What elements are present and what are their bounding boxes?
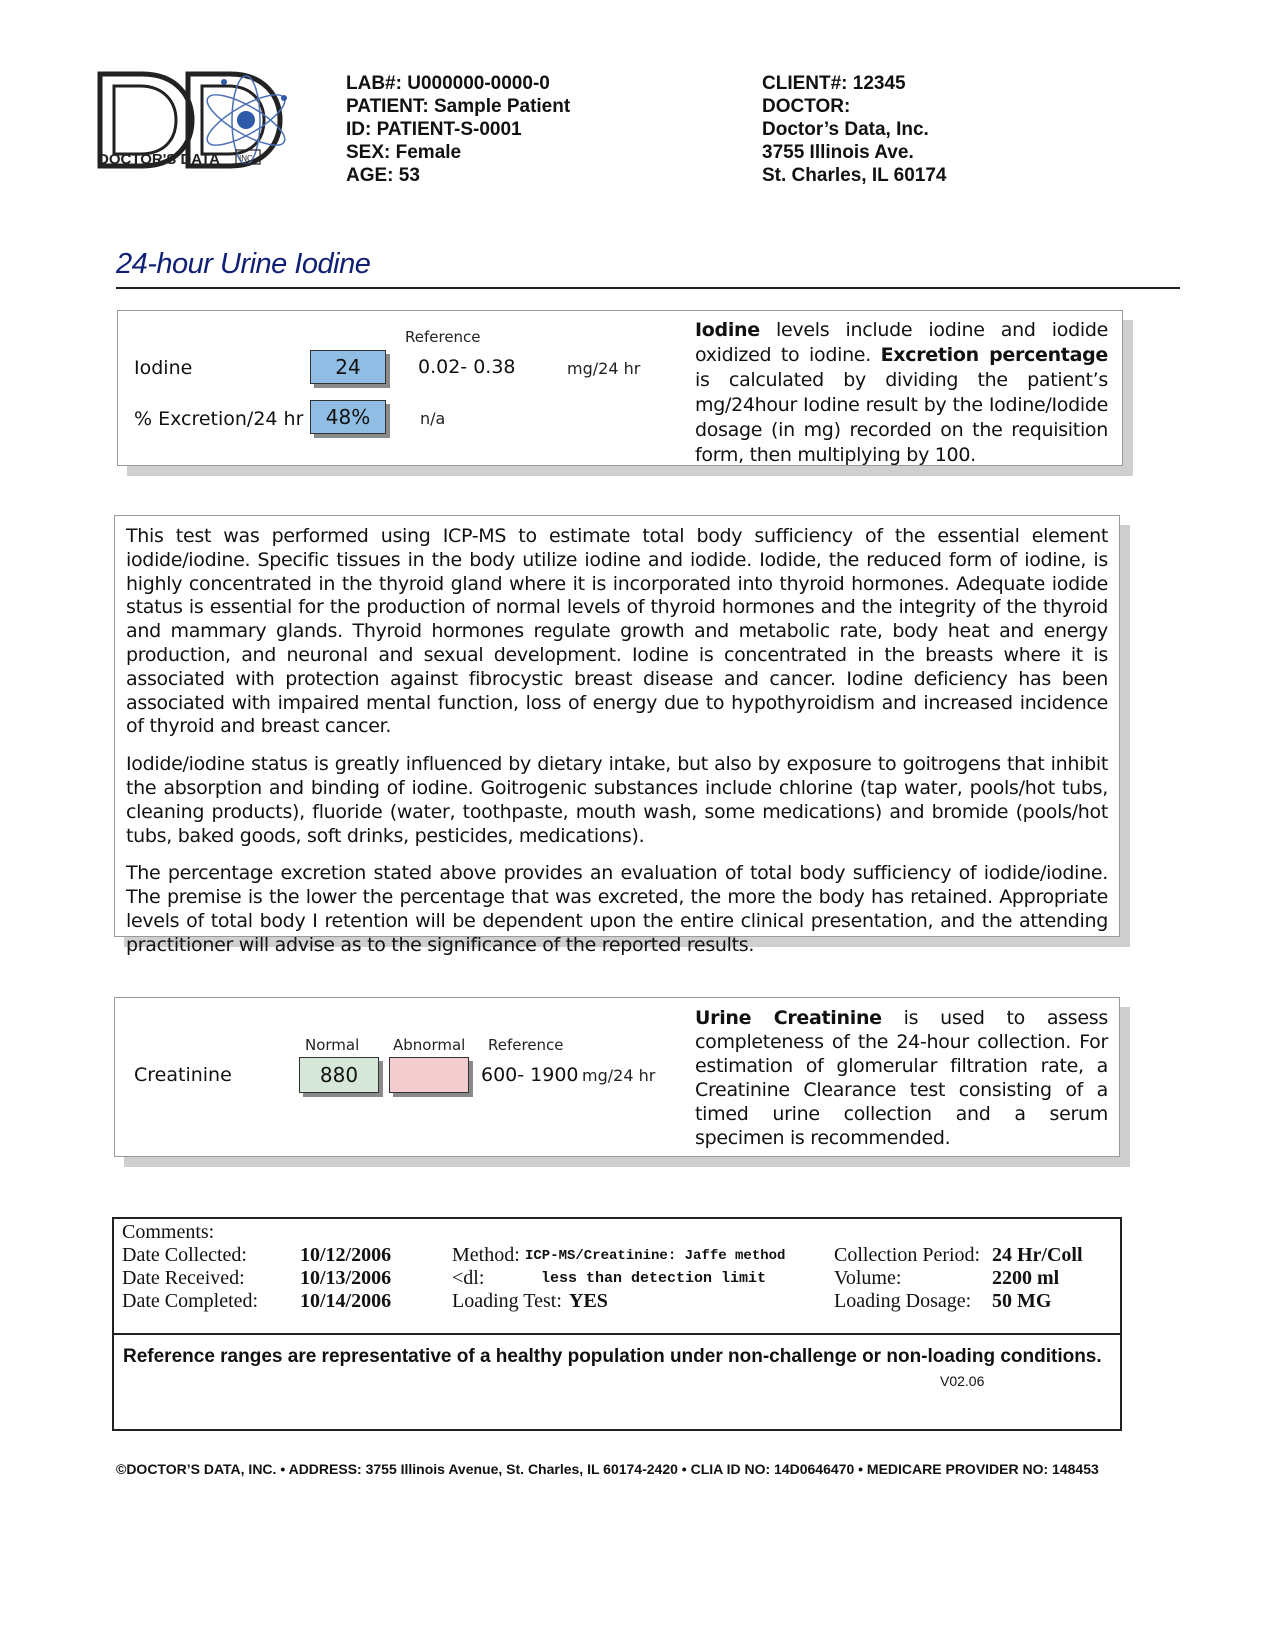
patient-sex: SEX: Female [346,142,462,163]
creatinine-desc-term: Urine Creatinine [695,1007,882,1029]
patient-id: ID: PATIENT-S-0001 [346,119,522,140]
iodine-reference-header: Reference [405,328,481,346]
iodine-description [695,318,1108,468]
collection-period-label: Collection Period: [834,1244,981,1266]
excretion-value-box: 48% [310,400,386,434]
date-collected-label: Date Collected: [122,1244,247,1266]
date-received-label: Date Received: [122,1267,245,1289]
detection-limit-label: <dl: [452,1267,485,1289]
doctor-label: DOCTOR: [762,96,851,117]
comments-divider [114,1333,1120,1335]
report-title: 24-hour Urine Iodine [116,248,371,280]
method-value: ICP-MS/Creatinine: Jaffe method [525,1248,786,1264]
date-collected-value: 10/12/2006 [300,1244,392,1266]
iodine-value-box: 24 [310,350,386,384]
iodine-desc-text-1: levels include iodine and iodide oxidized to iodine. [695,319,1108,366]
version-label: V02.06 [940,1373,985,1389]
logo-inc: INC [239,154,253,163]
loading-dosage-label: Loading Dosage: [834,1290,972,1312]
abnormal-header: Abnormal [393,1036,466,1054]
creatinine-unit: mg/24 hr [582,1066,656,1085]
creatinine-normal-value: 880 [299,1057,379,1093]
excretion-desc-term: Excretion percentage [880,344,1108,366]
detection-limit-value: less than detection limit [541,1270,767,1287]
client-info [762,72,946,187]
info-paragraph-1: This test was performed using ICP-MS to estimate total body sufficiency of the essential element iodide/iodine. Specific tissues in the body utilize iodine and iodide. Iodide, the reduced form of iodine, is highly concentrated in the thyroid gland where it is incorporated into thyroid hormones. Adequate iodide status is essential for the production of normal levels of thyroid hormones and the integrity of the thyroid and mammary glands. Thyroid hormones regulate growth and metabolic rate, body heat and energy production, and neuronal and sexual development. Iodine is concentrated in the breasts where it is associated with protection against fibrocystic breast disease and cancer. Iodine deficiency has been associated with impaired mental function, loss of energy due to hypothyroidism and increased incidence of thyroid and breast cancer. [126,525,1108,738]
iodine-reference: 0.02- 0.38 [418,356,516,378]
iodine-unit: mg/24 hr [567,359,641,378]
creatinine-reference: 600- 1900 [481,1064,579,1086]
lab-number: LAB#: U000000-0000-0 [346,73,550,94]
address-line-1: 3755 Illinois Ave. [762,142,914,163]
info-paragraph-2: Iodide/iodine status is greatly influenced by dietary intake, but also by exposure to goitrogens that inhibit the absorption and binding of iodine. Goitrogenic substances include chlorine (tap water, pools/hot tubs, cleaning products), fluoride (water, toothpaste, mouth wash, some medications) and bromide (pools/hot tubs, baked goods, soft drinks, pesticides, medications). [126,753,1108,847]
excretion-reference: n/a [420,409,446,428]
reference-ranges-note: Reference ranges are representative of a healthy population under non-challenge or non-loading conditions. [123,1346,1102,1367]
loading-test-label: Loading Test: [452,1290,562,1312]
doctor-org: Doctor’s Data, Inc. [762,119,929,140]
loading-test-value: YES [569,1290,608,1312]
date-completed-label: Date Completed: [122,1290,259,1312]
iodine-label: Iodine [134,357,193,379]
excretion-label: % Excretion/24 hr [134,408,304,430]
address-line-2: St. Charles, IL 60174 [762,165,947,186]
client-number: CLIENT#: 12345 [762,73,906,94]
date-received-value: 10/13/2006 [300,1267,392,1289]
iodine-desc-text-2: is calculated by dividing the patient’s mg/24hour Iodine result by the Iodine/Iodide dosage (in mg) recorded on the requisition form, then multiplying by 100. [695,369,1108,466]
creatinine-desc-text: is used to assess completeness of the 24-hour collection. For estimation of glomerular filtration rate, a Creatinine Clearance test consisting of a timed urine collection and a serum specimen is recommended. [695,1007,1108,1149]
method-label: Method: [452,1244,520,1266]
loading-dosage-value: 50 MG [992,1290,1052,1312]
logo-wordmark: DOCTOR'S DATA [98,151,220,168]
patient-age: AGE: 53 [346,165,420,186]
creatinine-reference-header: Reference [488,1036,564,1054]
creatinine-label: Creatinine [134,1064,232,1086]
collection-period-value: 24 Hr/Coll [992,1244,1083,1266]
patient-name: PATIENT: Sample Patient [346,96,571,117]
date-completed-value: 10/14/2006 [300,1290,392,1312]
comments-label: Comments: [122,1221,215,1243]
volume-value: 2200 ml [992,1267,1060,1289]
footer-text: ©DOCTOR’S DATA, INC. • ADDRESS: 3755 Illinois Avenue, St. Charles, IL 60174-2420 • CLIA ID NO: 14D0646470 • MEDICARE PROVIDER NO: 148453 [116,1461,1099,1477]
volume-label: Volume: [834,1267,902,1289]
info-paragraph-3: The percentage excretion stated above provides an evaluation of total body sufficiency of iodide/iodine. The premise is the lower the percentage that was excreted, the more the body has retained. Appropriate levels of total body I retention will be dependent upon the entire clinical presentation, and the attending practitioner will advise as to the significance of the reported results. [126,862,1108,956]
iodine-desc-term: Iodine [695,319,760,341]
information-text [126,525,1108,958]
patient-info [346,72,570,187]
normal-header: Normal [305,1036,360,1054]
creatinine-abnormal-value [389,1057,469,1093]
doctors-data-logo [96,70,306,180]
title-divider [116,287,1180,289]
creatinine-description [695,1006,1108,1150]
